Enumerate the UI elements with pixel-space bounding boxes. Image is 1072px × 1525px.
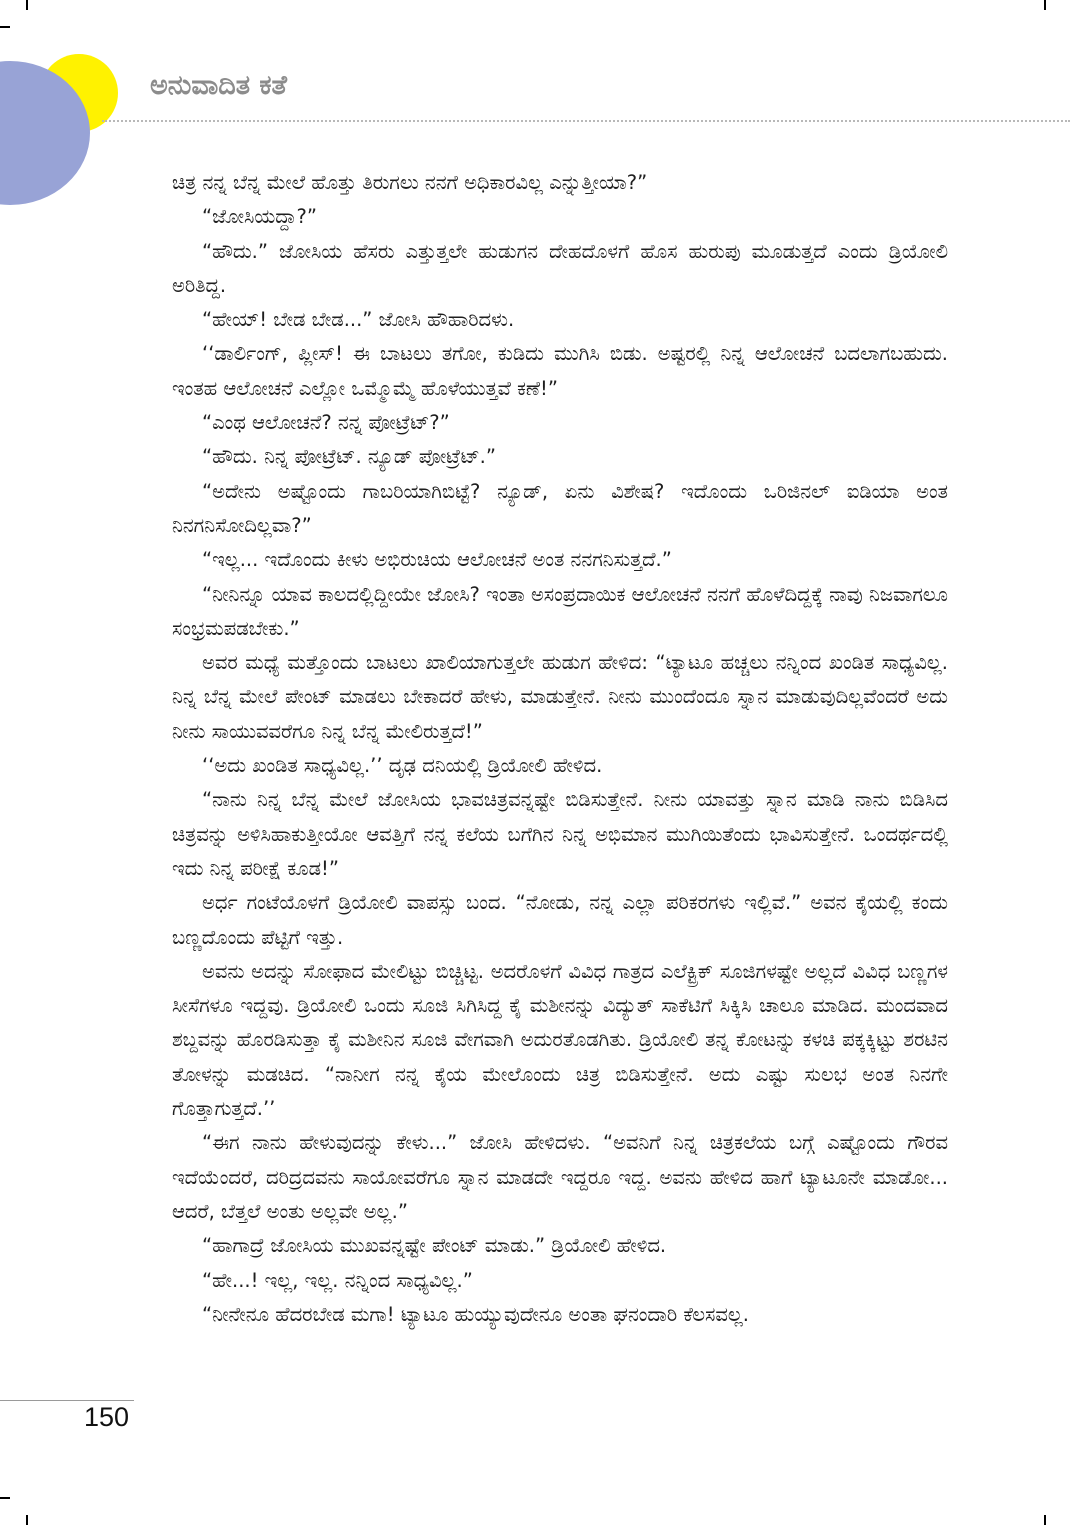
crop-mark-bottom-right: [1044, 1515, 1046, 1525]
paragraph: “ಹಾಗಾದ್ರೆ ಜೋಸಿಯ ಮುಖವನ್ನಷ್ಟೇ ಪೇಂಟ್ ಮಾಡು.” ಡ್ರಿಯೋಲಿ ಹೇಳಿದ.: [202, 1234, 667, 1258]
footer-rule: [0, 1400, 134, 1401]
crop-mark-left-lower: [0, 1497, 10, 1499]
story-body: [172, 166, 948, 1332]
paragraph: ‘‘ಡಾರ್ಲಿಂಗ್, ಪ್ಲೀಸ್! ಈ ಬಾಟಲು ತಗೋ, ಕುಡಿದು ಮುಗಿಸಿ ಬಿಡು. ಅಷ್ಟರಲ್ಲಿ ನಿನ್ನ ಆಲೋಚನೆ ಬದಲಾಗಬಹುದು. ಇಂತಹ ಆಲೋಚನೆ ಎಲ್ಲೋ ಒಮ್ಮೊಮ್ಮೆ ಹೊಳೆಯುತ್ತವೆ ಕಣೆ!”: [172, 342, 948, 400]
crop-mark-top-left: [26, 0, 28, 10]
header-dotted-rule: [102, 120, 1070, 122]
paragraph: “ನೀನೇನೂ ಹೆದರಬೇಡ ಮಗಾ! ಟ್ಯಾಟೂ ಹುಯ್ಯುವುದೇನೂ ಅಂತಾ ಘನಂದಾರಿ ಕೆಲಸವಲ್ಲ.: [202, 1302, 749, 1326]
paragraph: ಅವರ ಮಧ್ಯೆ ಮತ್ತೊಂದು ಬಾಟಲು ಖಾಲಿಯಾಗುತ್ತಲೇ ಹುಡುಗ ಹೇಳಿದ: “ಟ್ಯಾಟೂ ಹಚ್ಚಲು ನನ್ನಿಂದ ಖಂಡಿತ ಸಾಧ್ಯವಿಲ್ಲ. ನಿನ್ನ ಬೆನ್ನ ಮೇಲೆ ಪೇಂಟ್ ಮಾಡಲು ಬೇಕಾದರೆ ಹೇಳು, ಮಾಡುತ್ತೇನೆ. ನೀನು ಮುಂದೆಂದೂ ಸ್ನಾನ ಮಾಡುವುದಿಲ್ಲವೆಂದರೆ ಅದು ನೀನು ಸಾಯುವವರೆಗೂ ನಿನ್ನ ಬೆನ್ನ ಮೇಲಿರುತ್ತದೆ!”: [172, 651, 948, 743]
paragraph: “ಇಲ್ಲ... ಇದೊಂದು ಕೀಳು ಅಭಿರುಚಿಯ ಆಲೋಚನೆ ಅಂತ ನನಗನಿಸುತ್ತದೆ.”: [202, 548, 672, 572]
paragraph: “ಹೌದು. ನಿನ್ನ ಪೋಟ್ರೆಟ್. ನ್ಯೂಡ್ ಪೋಟ್ರೆಟ್.”: [202, 445, 496, 469]
crop-mark-top-right: [1044, 0, 1046, 10]
paragraph: ಚಿತ್ರ ನನ್ನ ಬೆನ್ನ ಮೇಲೆ ಹೊತ್ತು ತಿರುಗಲು ನನಗೆ ಅಧಿಕಾರವಿಲ್ಲ ಎನ್ನುತ್ತೀಯಾ?”: [172, 171, 648, 194]
crop-mark-left-upper: [0, 26, 10, 28]
paragraph: “ನಾನು ನಿನ್ನ ಬೆನ್ನ ಮೇಲೆ ಜೋಸಿಯ ಭಾವಚಿತ್ರವನ್ನಷ್ಟೇ ಬಿಡಿಸುತ್ತೇನೆ. ನೀನು ಯಾವತ್ತು ಸ್ನಾನ ಮಾಡಿ ನಾನು ಬಿಡಿಸಿದ ಚಿತ್ರವನ್ನು ಅಳಿಸಿಹಾಕುತ್ತೀಯೋ ಆವತ್ತಿಗೆ ನನ್ನ ಕಲೆಯ ಬಗೆಗಿನ ನಿನ್ನ ಅಭಿಮಾನ ಮುಗಿಯಿತೆಂದು ಭಾವಿಸುತ್ತೇನೆ. ಒಂದರ್ಥದಲ್ಲಿ ಇದು ನಿನ್ನ ಪರೀಕ್ಷೆ ಕೂಡ!”: [172, 788, 948, 880]
paragraph: “ಹೇ...! ಇಲ್ಲ, ಇಲ್ಲ. ನನ್ನಿಂದ ಸಾಧ್ಯವಿಲ್ಲ.”: [202, 1268, 473, 1292]
paragraph: ಅರ್ಧ ಗಂಟೆಯೊಳಗೆ ಡ್ರಿಯೋಲಿ ವಾಪಸ್ಸು ಬಂದ. “ನೋಡು, ನನ್ನ ಎಲ್ಲಾ ಪರಿಕರಗಳು ಇಲ್ಲಿವೆ.” ಅವನ ಕೈಯಲ್ಲಿ ಕಂದು ಬಣ್ಣದೊಂದು ಪೆಟ್ಟಿಗೆ ಇತ್ತು.: [172, 891, 948, 949]
paragraph: “ಹೇಯ್! ಬೇಡ ಬೇಡ...” ಜೋಸಿ ಹೌಹಾರಿದಳು.: [202, 308, 515, 332]
paragraph: “ಈಗ ನಾನು ಹೇಳುವುದನ್ನು ಕೇಳು...” ಜೋಸಿ ಹೇಳಿದಳು. “ಅವನಿಗೆ ನಿನ್ನ ಚಿತ್ರಕಲೆಯ ಬಗ್ಗೆ ಎಷ್ಟೊಂದು ಗೌರವ ಇದೆಯೆಂದರೆ, ದರಿದ್ರದವನು ಸಾಯೋವರೆಗೂ ಸ್ನಾನ ಮಾಡದೇ ಇದ್ದರೂ ಇದ್ದ. ಅವನು ಹೇಳಿದ ಹಾಗೆ ಟ್ಯಾಟೂನೇ ಮಾಡೋ... ಆದರೆ, ಬೆತ್ತಲೆ ಅಂತು ಅಲ್ಲವೇ ಅಲ್ಲ.”: [172, 1131, 948, 1223]
paragraph: ಅವನು ಅದನ್ನು ಸೋಫಾದ ಮೇಲಿಟ್ಟು ಬಿಚ್ಚಿಟ್ಟ. ಅದರೊಳಗೆ ವಿವಿಧ ಗಾತ್ರದ ಎಲೆಕ್ಟ್ರಿಕ್ ಸೂಜಿಗಳಷ್ಟೇ ಅಲ್ಲದೆ ವಿವಿಧ ಬಣ್ಣಗಳ ಸೀಸೆಗಳೂ ಇದ್ದವು. ಡ್ರಿಯೋಲಿ ಒಂದು ಸೂಜಿ ಸಿಗಿಸಿದ್ದ ಕೈ ಮಶೀನನ್ನು ವಿದ್ಯುತ್ ಸಾಕೆಟಿಗೆ ಸಿಕ್ಕಿಸಿ ಚಾಲೂ ಮಾಡಿದ. ಮಂದವಾದ ಶಬ್ದವನ್ನು ಹೊರಡಿಸುತ್ತಾ ಕೈ ಮಶೀನಿನ ಸೂಜಿ ವೇಗವಾಗಿ ಅದುರತೊಡಗಿತು. ಡ್ರಿಯೋಲಿ ತನ್ನ ಕೋಟನ್ನು ಕಳಚಿ ಪಕ್ಕಕ್ಕಿಟ್ಟು ಶರಟಿನ ತೋಳನ್ನು ಮಡಚಿದ. “ನಾನೀಗ ನನ್ನ ಕೈಯ ಮೇಲೊಂದು ಚಿತ್ರ ಬಿಡಿಸುತ್ತೇನೆ. ಅದು ಎಷ್ಟು ಸುಲಭ ಅಂತ ನಿನಗೇ ಗೊತ್ತಾಗುತ್ತದೆ.’’: [172, 959, 948, 1121]
paragraph: “ನೀನಿನ್ನೂ ಯಾವ ಕಾಲದಲ್ಲಿದ್ದೀಯೇ ಜೋಸಿ? ಇಂತಾ ಅಸಂಪ್ರದಾಯಿಕ ಆಲೋಚನೆ ನನಗೆ ಹೊಳೆದಿದ್ದಕ್ಕೆ ನಾವು ನಿಜವಾಗಲೂ ಸಂಭ್ರಮಪಡಬೇಕು.”: [172, 582, 948, 640]
paragraph: “ಜೋಸಿಯದ್ದಾ?”: [202, 205, 317, 229]
paragraph: “ಎಂಥ ಆಲೋಚನೆ? ನನ್ನ ಪೋಟ್ರೆಟ್?”: [202, 411, 450, 435]
paragraph: ‘‘ಅದು ಖಂಡಿತ ಸಾಧ್ಯವಿಲ್ಲ.’’ ದೃಢ ದನಿಯಲ್ಲಿ ಡ್ರಿಯೋಲಿ ಹೇಳಿದ.: [202, 754, 603, 778]
paragraph: “ಹೌದು.” ಜೋಸಿಯ ಹೆಸರು ಎತ್ತುತ್ತಲೇ ಹುಡುಗನ ದೇಹದೊಳಗೆ ಹೊಸ ಹುರುಪು ಮೂಡುತ್ತದೆ ಎಂದು ಡ್ರಿಯೋಲಿ ಅರಿತಿದ್ದ.: [172, 239, 948, 297]
crop-mark-bottom-left: [26, 1515, 28, 1525]
page-number: 150: [84, 1402, 130, 1432]
paragraph: “ಅದೇನು ಅಷ್ಟೊಂದು ಗಾಬರಿಯಾಗಿಬಿಟ್ಟೆ? ನ್ಯೂಡ್, ಏನು ವಿಶೇಷ? ಇದೊಂದು ಒರಿಜಿನಲ್ ಐಡಿಯಾ ಅಂತ ನಿನಗನಿಸೋದಿಲ್ಲವಾ?”: [172, 479, 948, 537]
section-title: ಅನುವಾದಿತ ಕತೆ: [150, 70, 287, 101]
